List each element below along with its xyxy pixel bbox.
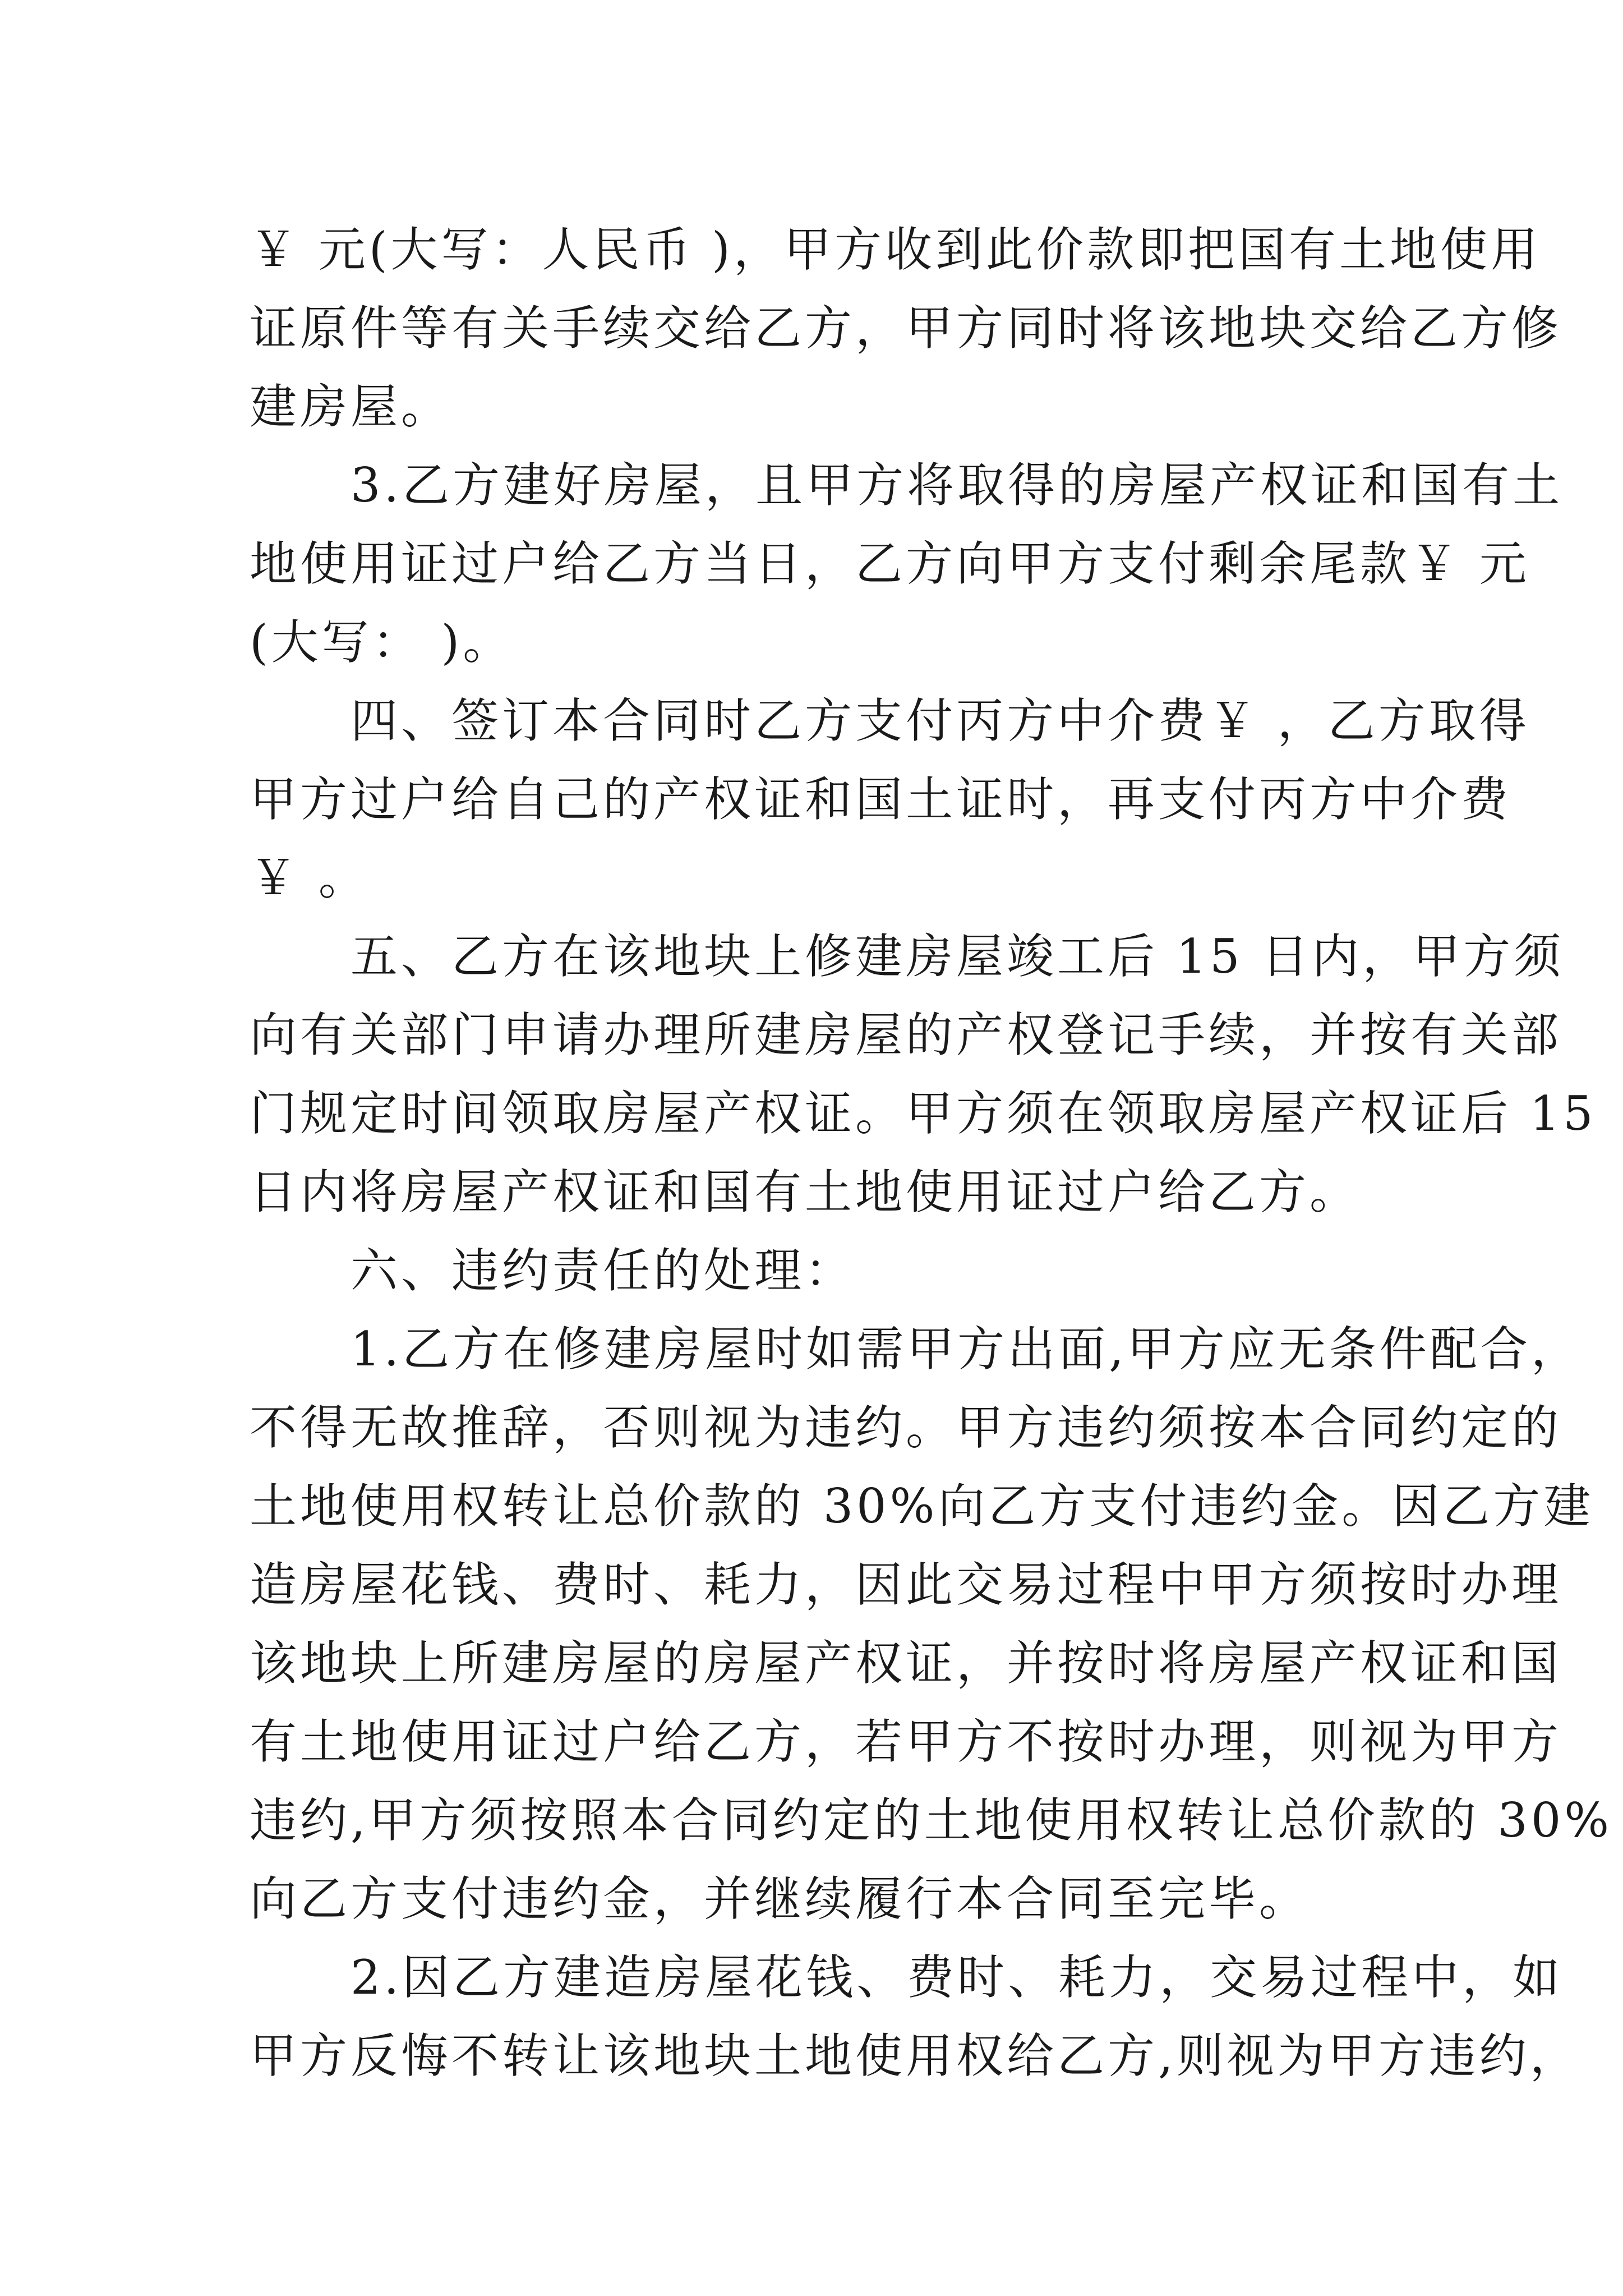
text-line: 违约,甲方须按照本合同约定的土地使用权转让总价款的 30% — [250, 1793, 1613, 1848]
text-line: 甲方过户给自己的产权证和国土证时，再支付丙方中介费 — [250, 772, 1512, 827]
text-line: 向有关部门申请办理所建房屋的产权登记手续，并按有关部 — [250, 1007, 1562, 1062]
text-line: 建房屋。 — [250, 379, 452, 434]
text-line: 土地使用权转让总价款的 30%向乙方支付违约金。因乙方建 — [250, 1479, 1594, 1534]
text-line: 门规定时间领取房屋产权证。甲方须在领取房屋产权证后 15 — [250, 1086, 1597, 1141]
text-line: 不得无故推辞，否则视为违约。甲方违约须按本合同约定的 — [250, 1400, 1562, 1455]
text-line: 五、乙方在该地块上修建房屋竣工后 15 日内，甲方须 — [250, 929, 1565, 984]
text-line: 地使用证过户给乙方当日，乙方向甲方支付剩余尾款￥ 元 — [250, 536, 1530, 591]
text-line: 四、签订本合同时乙方支付丙方中介费￥ ，乙方取得 — [250, 693, 1530, 748]
text-line: 六、违约责任的处理： — [250, 1243, 856, 1298]
text-line: 有土地使用证过户给乙方，若甲方不按时办理，则视为甲方 — [250, 1714, 1562, 1769]
text-line: (大写： )。 — [250, 615, 514, 670]
text-line: 1.乙方在修建房屋时如需甲方出面,甲方应无条件配合， — [250, 1322, 1581, 1377]
text-line: 该地块上所建房屋的房屋产权证，并按时将房屋产权证和国 — [250, 1636, 1562, 1691]
text-line: 日内将房屋产权证和国有土地使用证过户给乙方。 — [250, 1165, 1361, 1220]
text-line: 造房屋花钱、费时、耗力，因此交易过程中甲方须按时办理 — [250, 1557, 1562, 1612]
text-line: 甲方反悔不转让该地块土地使用权给乙方,则视为甲方违约， — [250, 2028, 1580, 2083]
text-line: 2.因乙方建造房屋花钱、费时、耗力，交易过程中，如 — [250, 1950, 1564, 2005]
text-line: 证原件等有关手续交给乙方，甲方同时将该地块交给乙方修 — [250, 301, 1562, 356]
text-line: ￥ 元(大写：人民币 )，甲方收到此价款即把国有土地使用 — [250, 222, 1541, 277]
text-line: 向乙方支付违约金，并继续履行本合同至完毕。 — [250, 1871, 1310, 1926]
text-line: ￥ 。 — [250, 850, 369, 905]
contract-text — [250, 210, 1613, 2095]
text-line: 3.乙方建好房屋，且甲方将取得的房屋产权证和国有土 — [250, 458, 1564, 513]
